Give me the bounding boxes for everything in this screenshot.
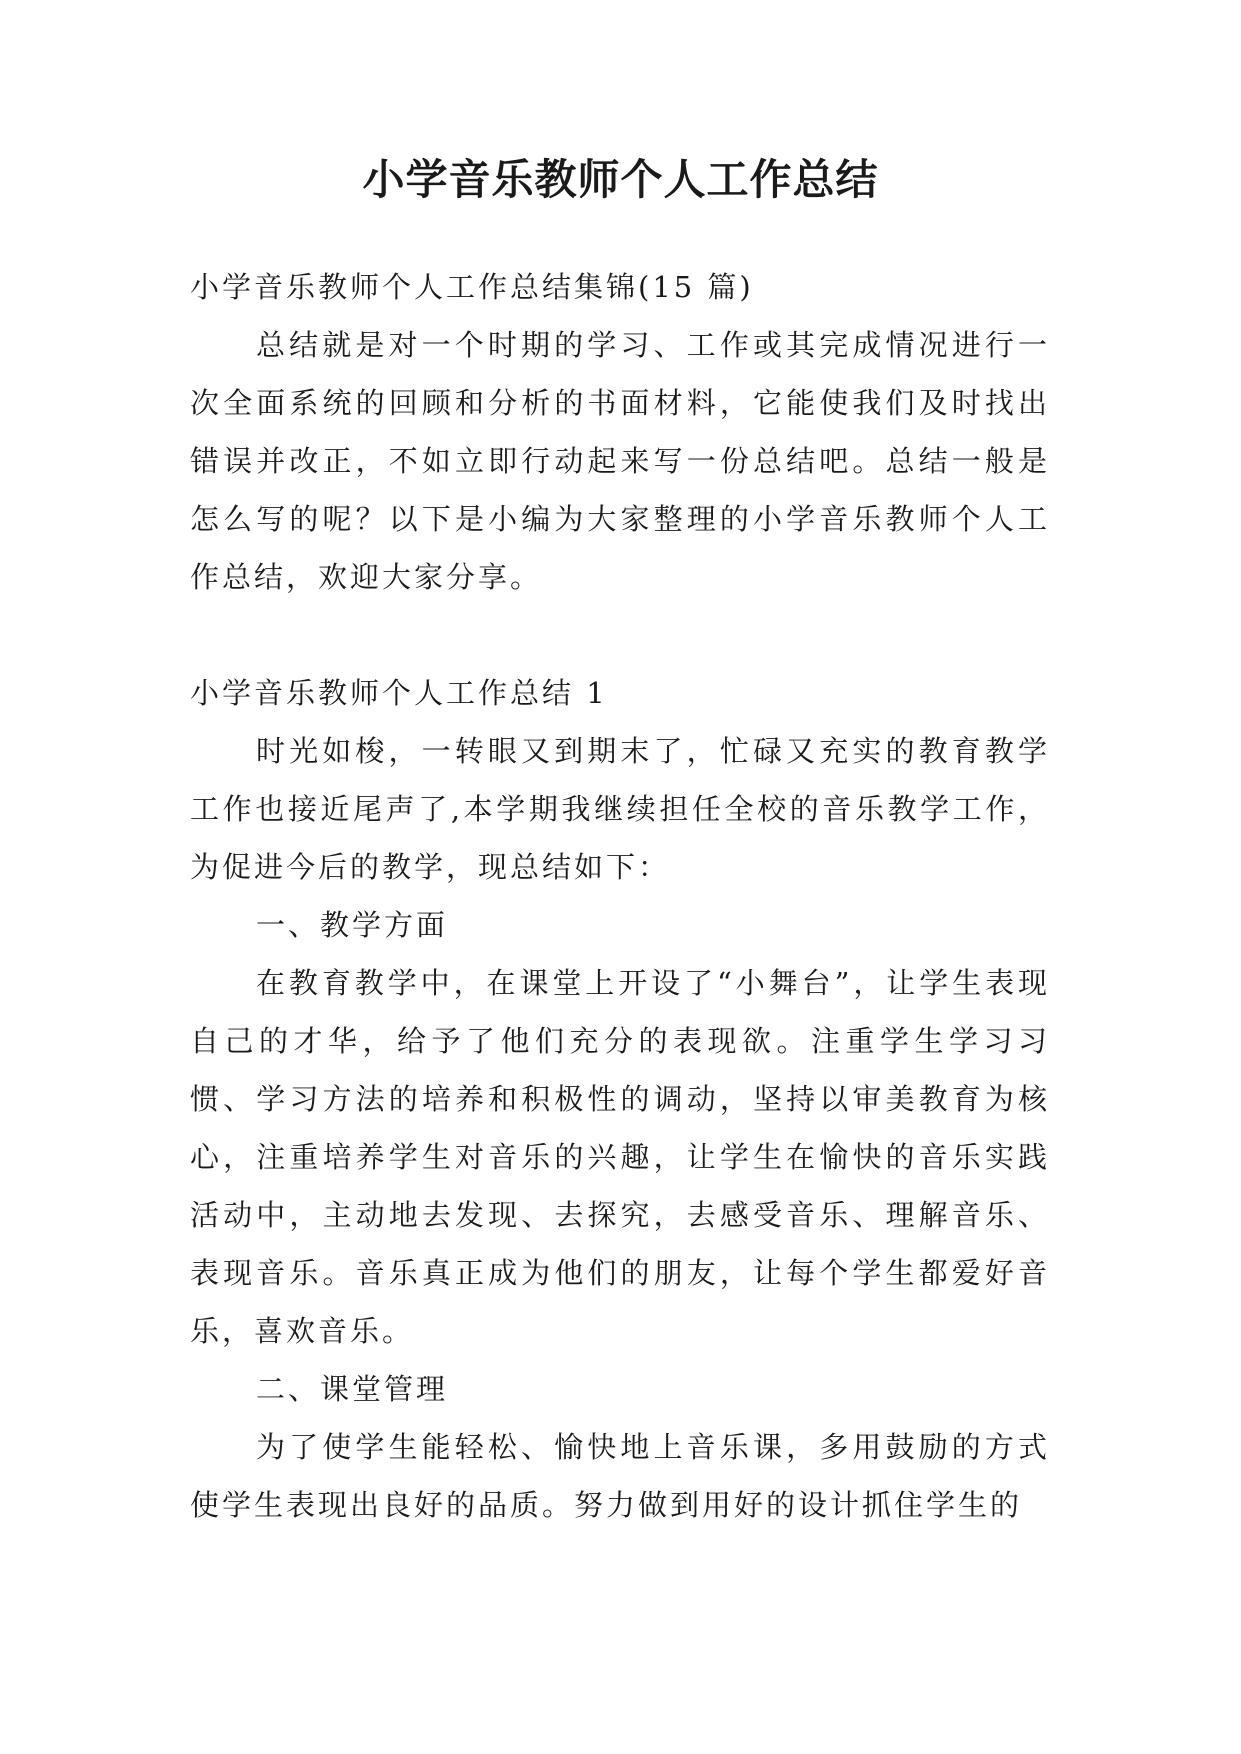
paragraph-spacer [190,606,1050,664]
section-paragraph: 时光如梭，一转眼又到期末了，忙碌又充实的教育教学工作也接近尾声了,本学期我继续担任全校的音乐教学工作，为促进今后的教学，现总结如下： [190,734,1050,884]
section-heading-teaching: 一、教学方面 [256,908,449,942]
collection-subtitle: 小学音乐教师个人工作总结集锦(15 篇) [190,270,754,304]
section-heading-classroom: 二、课堂管理 [256,1372,449,1406]
document-body [190,258,1050,1534]
section-paragraph: 为了使学生能轻松、愉快地上音乐课，多用鼓励的方式使学生表现出良好的品质。努力做到用好的设计抓住学生的 [190,1430,1050,1522]
intro-paragraph: 总结就是对一个时期的学习、工作或其完成情况进行一次全面系统的回顾和分析的书面材料，它能使我们及时找出错误并改正，不如立即行动起来写一份总结吧。总结一般是怎么写的呢？以下是小编为大家整理的小学音乐教师个人工作总结，欢迎大家分享。 [190,328,1050,594]
page-title: 小学音乐教师个人工作总结 [362,155,879,204]
section-title: 小学音乐教师个人工作总结 1 [190,676,608,710]
section-paragraph: 在教育教学中，在课堂上开设了“小舞台”，让学生表现自己的才华，给予了他们充分的表现欲。注重学生学习习惯、学习方法的培养和积极性的调动，坚持以审美教育为核心，注重培养学生对音乐的兴趣，让学生在愉快的音乐实践活动中，主动地去发现、去探究，去感受音乐、理解音乐、表现音乐。音乐真正成为他们的朋友，让每个学生都爱好音乐，喜欢音乐。 [190,966,1050,1348]
